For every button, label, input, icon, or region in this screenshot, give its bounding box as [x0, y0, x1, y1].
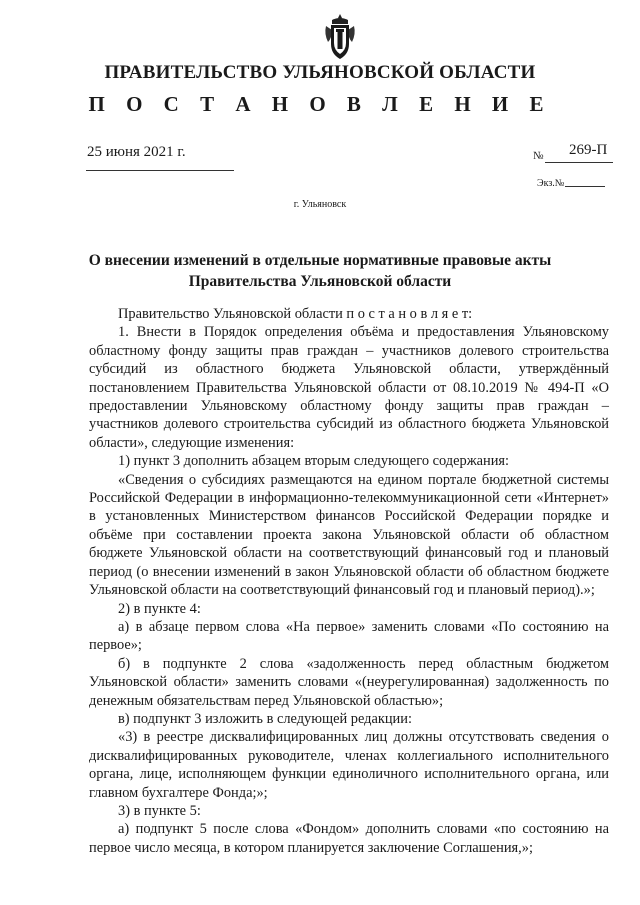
paragraph: б) в подпункте 2 слова «задолженность перед областным бюджетом Ульяновской области» заменить словами «(неурегулированная) задолженность по денежным обязательствам перед Ульяновской областью»; — [89, 655, 609, 709]
government-title: ПРАВИТЕЛЬСТВО УЛЬЯНОВСКОЙ ОБЛАСТИ — [104, 62, 536, 83]
paragraph: а) в абзаце первом слова «На первое» заменить словами «По состоянию на первое»; — [89, 618, 609, 654]
paragraph: 1) пункт 3 дополнить абзацем вторым следующего содержания: — [118, 453, 510, 470]
paragraph: в) подпункт 3 изложить в следующей редакции: — [118, 710, 412, 727]
subject-line-1: О внесении изменений в отдельные нормативные правовые акты — [88, 252, 552, 269]
copy-number-underline — [565, 186, 605, 187]
decree-subject — [88, 250, 552, 292]
date-underline — [86, 170, 234, 171]
coat-of-arms-icon — [322, 12, 358, 62]
city: г. Ульяновск — [293, 199, 347, 210]
paragraph: 1. Внести в Порядок определения объёма и предоставления Ульяновскому областному фонду защиты прав граждан – участников долевого строительства субсидий из областного бюджета Ульяновской области, утверждённый постановлением Правительства Ульяновской области от 08.10.2019 № 494-П «О предоставлении Ульяновскому областному фонду защиты прав граждан – участников долевого строительства субсидий из областного бюджета Ульяновской области», следующие изменения: — [89, 324, 609, 451]
decree-body — [89, 305, 609, 857]
paragraph: 2) в пункте 4: — [118, 600, 201, 617]
paragraph: «Сведения о субсидиях размещаются на едином портале бюджетной системы Российской Федерации в информационно-телекоммуникационной сети «Интернет» в установленных Министерством финансов Российской Федерации порядке и объёме при составлении проекта закона Ульяновской области об областном бюджете Ульяновской области на соответствующий финансовый год и плановый период (о внесении изменений в закон Ульяновской области об областном бюджете Ульяновской области на соответствующий финансовый год и плановый период).»; — [89, 471, 609, 599]
paragraph: Правительство Ульяновской области п о с т а н о в л я е т: — [118, 306, 473, 322]
number-label: № — [533, 150, 544, 162]
copy-number-label: Экз.№ — [537, 178, 565, 189]
paragraph: «3) в реестре дисквалифицированных лиц должны отсутствовать сведения о дисквалифицированных руководителе, членах коллегиального исполнительного органа, лице, исполняющем функции единоличного исполнительного органа, или главном бухгалтере Фонда;»; — [89, 729, 609, 801]
paragraph: 3) в пункте 5: — [118, 802, 201, 819]
decree-number: 269-П — [569, 142, 608, 158]
paragraph: а) подпункт 5 после слова «Фондом» дополнить словами «по состоянию на первое число месяца, в котором планируется заключение Соглашения,»; — [89, 821, 609, 856]
decree-date: 25 июня 2021 г. — [87, 144, 186, 160]
subject-line-2: Правительства Ульяновской области — [188, 273, 452, 290]
decree-title: П О С Т А Н О В Л Е Н И Е — [88, 92, 552, 116]
number-underline — [545, 162, 613, 163]
